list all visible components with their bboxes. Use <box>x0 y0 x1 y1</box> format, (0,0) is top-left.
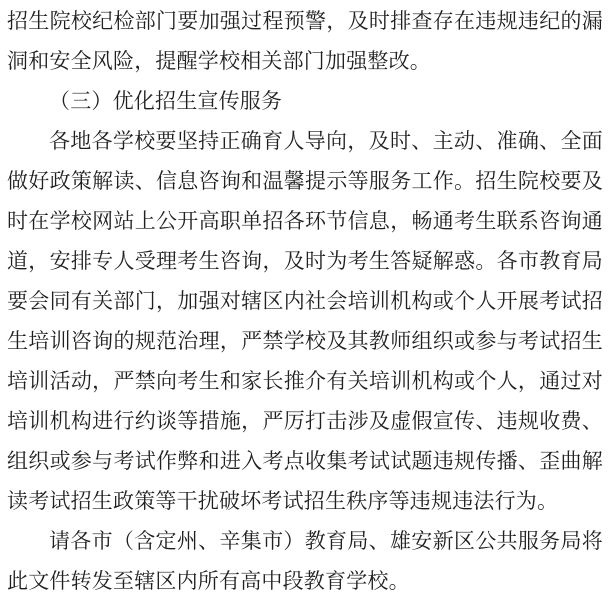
section-heading: （三）优化招生宣传服务 <box>49 89 283 113</box>
paragraph-closing: 请各市（含定州、辛集市）教育局、雄安新区公共服务局将此文件转发至辖区内所有高中段教育学校。 <box>7 529 603 593</box>
paragraph-body: 各地各学校要坚持正确育人导向，及时、主动、准确、全面做好政策解读、信息咨询和温馨提示等服务工作。招生院校要及时在学校网站上公开高职单招各环节信息，畅通考生联系咨询通道，安排专人受理考生咨询，及时为考生答疑解惑。各市教育局要会同有关部门，加强对辖区内社会培训机构或个人开展考试招生培训咨询的规范治理，严禁学校及其教师组织或参与考试招生培训活动，严禁向考生和家长推介有关培训机构或个人，通过对培训机构进行约谈等措施，严厉打击涉及虚假宣传、违规收费、组织或参与考试作弊和进入考点收集考试试题违规传播、歪曲解读考试招生政策等干扰破坏考试招生秩序等违规违法行为。 <box>7 129 603 513</box>
paragraph-continuation: 招生院校纪检部门要加强过程预警，及时排查存在违规违纪的漏洞和安全风险，提醒学校相关部门加强整改。 <box>7 9 603 73</box>
